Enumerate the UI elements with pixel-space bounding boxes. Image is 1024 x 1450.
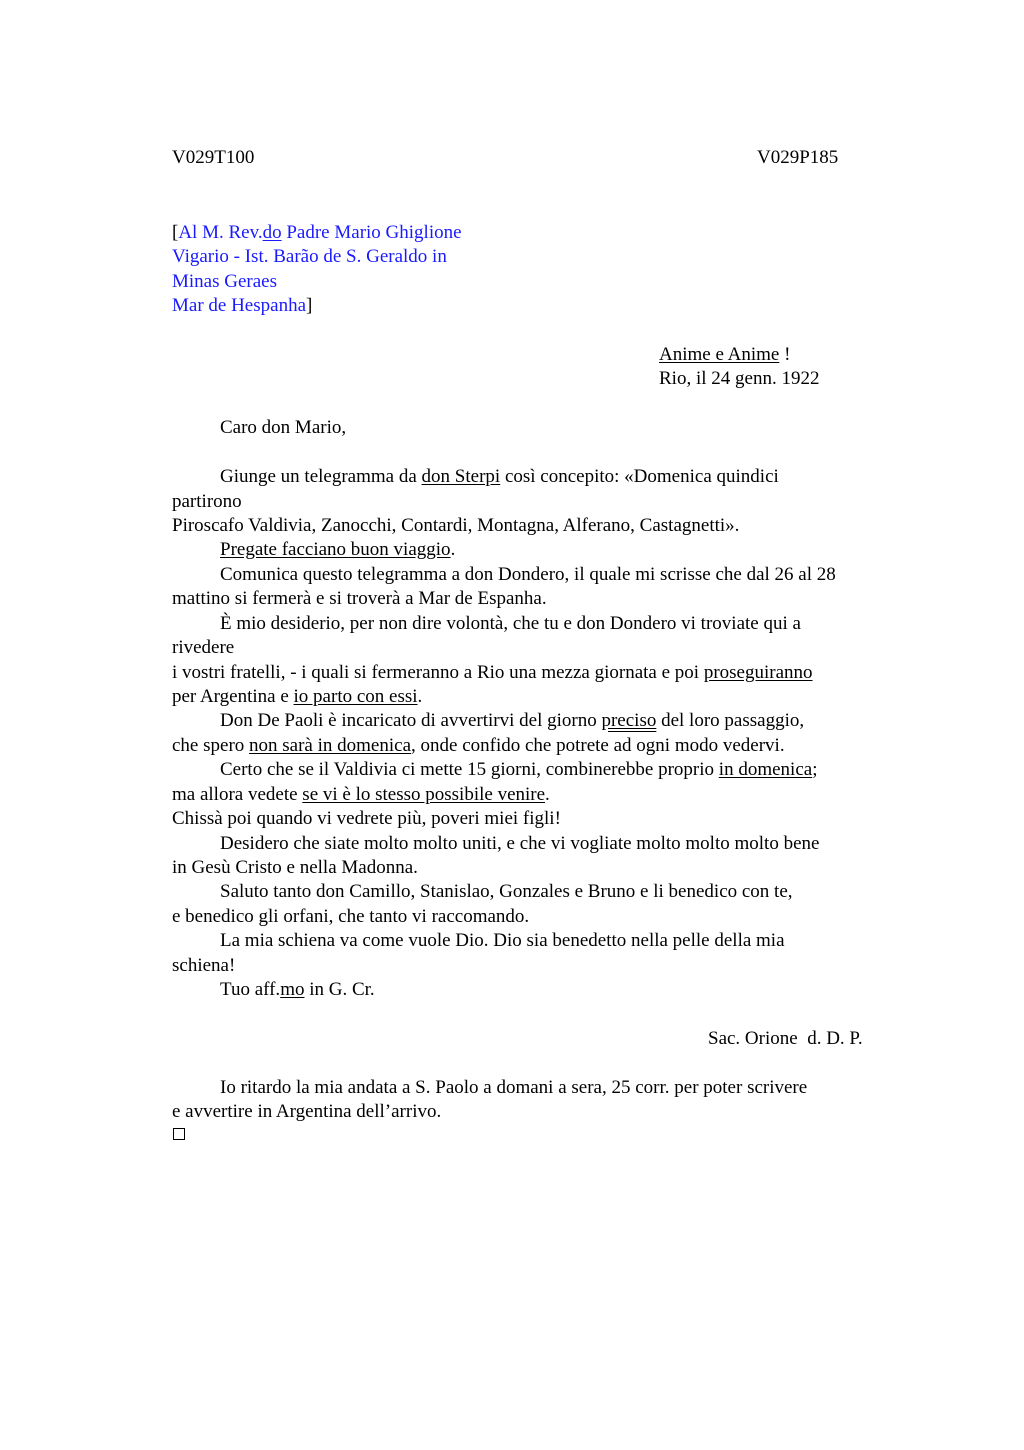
text-run: in G. Cr. bbox=[304, 979, 375, 1000]
text-run: del loro passaggio, bbox=[656, 710, 805, 731]
body-line: rivedere bbox=[172, 637, 235, 658]
body-line bbox=[172, 661, 813, 685]
document-code-right: V029P185 bbox=[757, 147, 839, 168]
body-line bbox=[172, 685, 422, 709]
text-run: che spero bbox=[172, 735, 250, 756]
body-line bbox=[172, 783, 550, 807]
closing-line bbox=[220, 978, 375, 1002]
address-line-4 bbox=[172, 294, 312, 318]
motto-suffix: ! bbox=[779, 344, 791, 365]
text-run: , onde confido che potrete ad ogni modo vedervi. bbox=[411, 735, 785, 756]
postscript-line-2: e avvertire in Argentina dell’arrivo. bbox=[172, 1101, 442, 1122]
address-title-abbr: do bbox=[262, 222, 282, 243]
body-line: È mio desiderio, per non dire volontà, che tu e don Dondero vi troviate qui a bbox=[220, 613, 801, 634]
text-run: Don De Paoli è incaricato di avvertirvi del giorno bbox=[220, 710, 602, 731]
address-line-1 bbox=[172, 221, 462, 245]
address-line-3: Minas Geraes bbox=[172, 271, 277, 292]
underlined-name: don Sterpi bbox=[421, 466, 501, 487]
text-run: . bbox=[545, 784, 550, 805]
body-line: mattino si fermerà e si troverà a Mar de Espanha. bbox=[172, 588, 547, 609]
underlined-phrase: Pregate facciano buon viaggio bbox=[220, 539, 451, 560]
date-line: Rio, il 24 genn. 1922 bbox=[659, 368, 820, 389]
text-run: per Argentina e bbox=[172, 686, 294, 707]
underlined-phrase: non sarà in domenica bbox=[249, 735, 412, 756]
document-code-left: V029T100 bbox=[172, 147, 255, 168]
address-city: Mar de Hespanha bbox=[172, 295, 307, 316]
address-line-2: Vigario - Ist. Barão de S. Geraldo in bbox=[172, 246, 447, 267]
body-line: Comunica questo telegramma a don Dondero, il quale mi scrisse che dal 26 al 28 bbox=[220, 564, 836, 585]
body-line bbox=[172, 734, 785, 758]
body-line: La mia schiena va come vuole Dio. Dio sia benedetto nella pelle della mia bbox=[220, 930, 785, 951]
motto bbox=[659, 343, 790, 367]
address-recipient: Padre Mario Ghiglione bbox=[281, 222, 462, 243]
text-run: ; bbox=[812, 759, 818, 780]
underlined-abbr: mo bbox=[280, 979, 305, 1000]
postscript-line-1: Io ritardo la mia andata a S. Paolo a domani a sera, 25 corr. per poter scrivere bbox=[220, 1077, 808, 1098]
text-run: i vostri fratelli, - i quali si fermeranno a Rio una mezza giornata e poi bbox=[172, 662, 704, 683]
text-run: così concepito: «Domenica quindici bbox=[500, 466, 779, 487]
body-line: in Gesù Cristo e nella Madonna. bbox=[172, 857, 418, 878]
text-run: ma allora vedete bbox=[172, 784, 303, 805]
underlined-phrase: io parto con essi bbox=[293, 686, 418, 707]
body-line: Saluto tanto don Camillo, Stanislao, Gonzales e Bruno e li benedico con te, bbox=[220, 881, 793, 902]
underlined-word: proseguiranno bbox=[703, 662, 813, 683]
body-line: schiena! bbox=[172, 955, 236, 976]
body-line bbox=[220, 709, 804, 733]
body-line bbox=[220, 758, 817, 782]
address-title: Al M. Rev. bbox=[178, 222, 263, 243]
end-marker-square-icon bbox=[173, 1128, 185, 1140]
double-underlined-word: preciso bbox=[601, 710, 657, 731]
signature: Sac. Orione d. D. P. bbox=[708, 1028, 863, 1049]
underlined-phrase: in domenica bbox=[718, 759, 813, 780]
text-run: Tuo aff. bbox=[220, 979, 281, 1000]
close-bracket: ] bbox=[306, 295, 313, 316]
text-run: . bbox=[417, 686, 423, 707]
body-line: Desidero che siate molto molto uniti, e che vi vogliate molto molto molto bene bbox=[220, 833, 820, 854]
text-run: Giunge un telegramma da bbox=[220, 466, 422, 487]
text-run: Certo che se il Valdivia ci mette 15 giorni, combinerebbe proprio bbox=[220, 759, 719, 780]
salutation: Caro don Mario, bbox=[220, 417, 347, 438]
body-line: partirono bbox=[172, 491, 242, 512]
motto-text: Anime e Anime bbox=[659, 344, 780, 365]
open-bracket: [ bbox=[172, 222, 179, 243]
body-line: Chissà poi quando vi vedrete più, poveri miei figli! bbox=[172, 808, 561, 829]
body-line: e benedico gli orfani, che tanto vi raccomando. bbox=[172, 906, 530, 927]
body-line bbox=[220, 465, 779, 489]
body-line bbox=[220, 538, 455, 562]
body-line: Piroscafo Valdivia, Zanocchi, Contardi, Montagna, Alferano, Castagnetti». bbox=[172, 515, 740, 536]
text-run: . bbox=[450, 539, 456, 560]
underlined-phrase: se vi è lo stesso possibile venire bbox=[302, 784, 546, 805]
